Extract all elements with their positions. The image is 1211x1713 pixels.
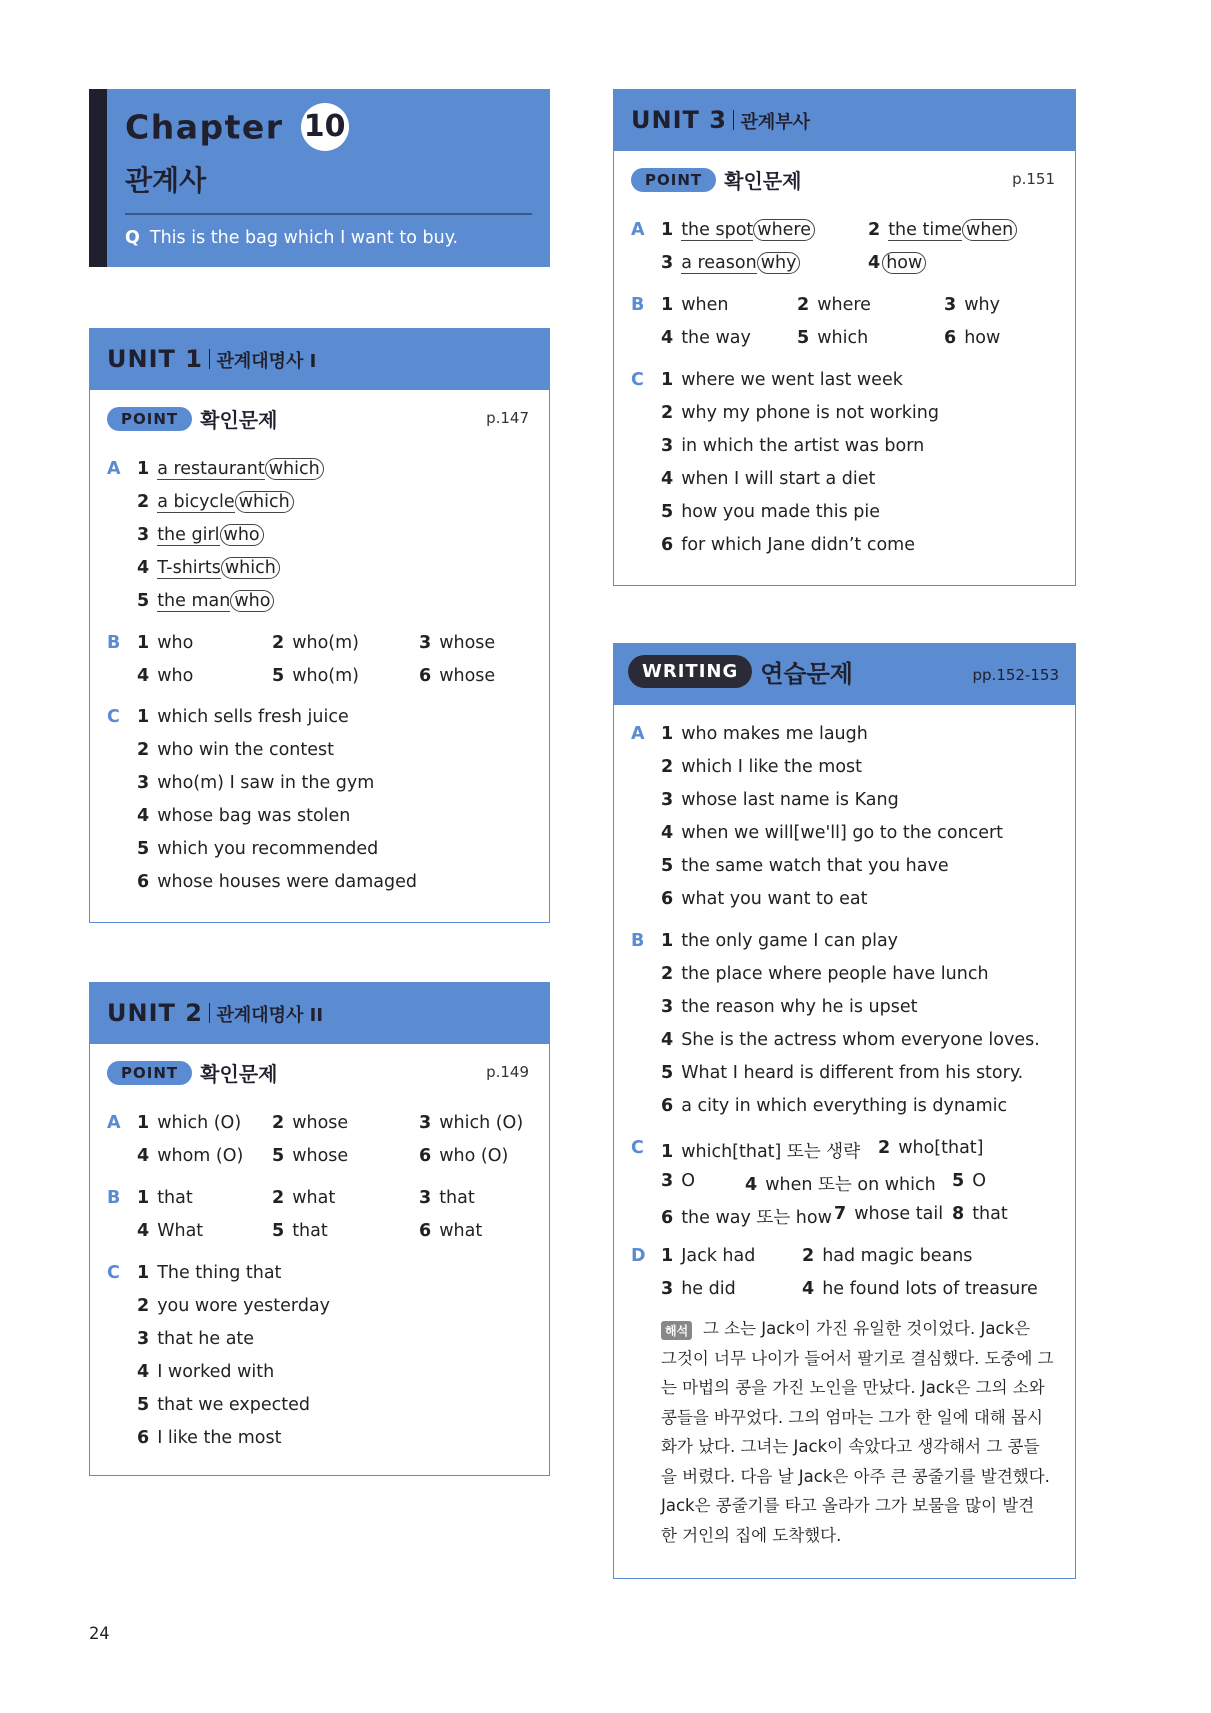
answer-line: 3 the girl who xyxy=(137,525,264,545)
answer-item: 1 that xyxy=(137,1188,193,1208)
answer-line: 3 who(m) I saw in the gym xyxy=(137,773,375,793)
writing-box xyxy=(613,643,1076,1579)
unit1-subtitle: 관계대명사 I xyxy=(216,351,317,372)
chapter-subtitle: 관계사 xyxy=(125,164,207,197)
answer-line: 6 I like the most xyxy=(137,1428,282,1448)
answer-line: 5 that we expected xyxy=(137,1395,310,1415)
divider-bar xyxy=(209,349,211,369)
answer-item: 6 what xyxy=(419,1221,483,1241)
answer-line: 5 What I heard is different from his story. xyxy=(661,1063,1024,1083)
chapter-header xyxy=(89,89,550,267)
answer-item: 1 which (O) xyxy=(137,1113,242,1133)
section-label-b: B xyxy=(631,295,645,315)
answer-line: 2 the place where people have lunch xyxy=(661,964,989,984)
answer-item: 5 who(m) xyxy=(272,666,360,686)
point-label: 확인문제 xyxy=(724,169,802,193)
q-icon: Q xyxy=(125,228,140,248)
answer-item: 6 how xyxy=(944,328,1001,348)
answer-item: 3 O xyxy=(661,1171,695,1191)
chapter-side-bar xyxy=(89,89,107,267)
answer-line: 2 you wore yesterday xyxy=(137,1296,331,1316)
answer-line: 4 I worked with xyxy=(137,1362,275,1382)
unit2-box xyxy=(89,982,550,1476)
answer-line: 3 the reason why he is upset xyxy=(661,997,918,1017)
answer-item: 2 who(m) xyxy=(272,633,360,653)
section-label-c: C xyxy=(107,707,120,727)
answer-line: 5 how you made this pie xyxy=(661,502,881,522)
translation-text: 그 소는 Jack이 가진 유일한 것이었다. Jack은 그것이 너무 나이가 들어서 팔기로 결심했다. 도중에 그 는 마법의 콩을 가진 노인을 만났다. Jack은 그의 소와 콩들을 바꾸었다. 그의 엄마는 그가 한 일에 대해 몹시 화가 났다. 그녀는 Jack이 속았다고 생각해서 그 콩들 을 버렸다. 다음 날 Jack은 아주 큰 콩줄기를 발견했다. Jack은 콩줄기를 타고 올라가 그가 보물을 많이 발견 한 거인의 집에 도착했다. xyxy=(661,1319,1054,1545)
writing-header xyxy=(614,644,1075,705)
unit3-box xyxy=(613,89,1076,586)
answer-item: 2 had magic beans xyxy=(802,1246,973,1266)
chapter-example xyxy=(125,228,458,248)
answer-line: 1 where we went last week xyxy=(661,370,903,390)
unit3-title: UNIT 3 xyxy=(631,106,727,134)
answer-item: 5 which xyxy=(797,328,869,348)
point-badge: POINT xyxy=(107,407,192,431)
unit1-point-row xyxy=(107,404,529,434)
unit1-box xyxy=(89,328,550,923)
section-label-a: A xyxy=(631,220,645,240)
writing-heading xyxy=(628,654,853,689)
chapter-number: 10 xyxy=(301,103,349,151)
answer-line: 2 a bicycle which xyxy=(137,492,294,512)
chapter-divider xyxy=(125,213,532,215)
answer-item: 3 which (O) xyxy=(419,1113,524,1133)
page-reference: p.151 xyxy=(1012,170,1055,188)
answer-line: 6 what you want to eat xyxy=(661,889,868,909)
answer-item: 4 the way xyxy=(661,328,751,348)
point-label: 확인문제 xyxy=(200,1062,278,1086)
answer-line: 5 which you recommended xyxy=(137,839,379,859)
answer-item: 2 what xyxy=(272,1188,336,1208)
answer-item: 1 who xyxy=(137,633,194,653)
chapter-label: Chapter xyxy=(125,107,284,147)
answer-item: 2 where xyxy=(797,295,871,315)
unit2-header xyxy=(90,983,549,1044)
section-label-c: C xyxy=(107,1263,120,1283)
chapter-heading xyxy=(125,103,349,151)
answer-line: 5 the man who xyxy=(137,591,274,611)
answer-item: 4 he found lots of treasure xyxy=(802,1279,1038,1299)
answer-item: 1 the spot where xyxy=(661,220,815,240)
section-label-d: D xyxy=(631,1246,646,1266)
answer-item: 7 whose tail xyxy=(834,1204,944,1224)
answer-item: 3 a reason why xyxy=(661,253,800,273)
answer-item: 6 the way 또는 how xyxy=(661,1208,832,1228)
section-label-b: B xyxy=(107,633,121,653)
page-number: 24 xyxy=(89,1624,110,1644)
unit2-point-row xyxy=(107,1058,529,1088)
answer-item: 8 that xyxy=(952,1204,1008,1224)
answer-line: 1 which sells fresh juice xyxy=(137,707,349,727)
page-reference: p.149 xyxy=(486,1063,529,1081)
page-reference: p.147 xyxy=(486,409,529,427)
answer-line: 3 whose last name is Kang xyxy=(661,790,899,810)
answer-item: 4 who xyxy=(137,666,194,686)
unit1-header xyxy=(90,329,549,390)
section-label-a: A xyxy=(107,459,121,479)
unit3-point-row xyxy=(631,165,1055,195)
answer-line: 2 which I like the most xyxy=(661,757,863,777)
answer-item: 2 the time when xyxy=(868,220,1017,240)
unit1-title: UNIT 1 xyxy=(107,345,203,373)
divider-bar xyxy=(733,110,735,130)
section-label-c: C xyxy=(631,1138,644,1158)
unit1-title-wrap xyxy=(107,345,316,373)
section-label-b: B xyxy=(107,1188,121,1208)
answer-item: 3 he did xyxy=(661,1279,736,1299)
answer-line: 2 why my phone is not working xyxy=(661,403,939,423)
writing-badge: WRITING xyxy=(628,655,752,688)
writing-label: 연습문제 xyxy=(760,660,853,688)
answer-line: 6 a city in which everything is dynamic xyxy=(661,1096,1008,1116)
answer-line: 4 She is the actress whom everyone loves. xyxy=(661,1030,1040,1050)
chapter-example-text: This is the bag which I want to buy. xyxy=(149,228,459,248)
answer-item: 4 how xyxy=(868,253,926,273)
answer-line: 3 in which the artist was born xyxy=(661,436,925,456)
section-label-c: C xyxy=(631,370,644,390)
answer-line: 2 who win the contest xyxy=(137,740,334,760)
page-reference: pp.152-153 xyxy=(972,666,1059,684)
answer-item: 1 when xyxy=(661,295,729,315)
unit2-subtitle: 관계대명사 II xyxy=(216,1005,324,1026)
answer-item: 1 which[that] 또는 생략 xyxy=(661,1142,861,1162)
answer-line: 6 for which Jane didn’t come xyxy=(661,535,915,555)
answer-item: 1 Jack had xyxy=(661,1246,756,1266)
point-label: 확인문제 xyxy=(200,408,278,432)
unit2-title-wrap xyxy=(107,999,323,1027)
unit3-subtitle: 관계부사 xyxy=(740,112,810,133)
answer-line: 1 a restaurant which xyxy=(137,459,324,479)
answer-item: 6 who (O) xyxy=(419,1146,509,1166)
answer-item: 4 when 또는 on which xyxy=(745,1175,936,1195)
divider-bar xyxy=(209,1003,211,1023)
answer-line: 4 whose bag was stolen xyxy=(137,806,351,826)
unit2-title: UNIT 2 xyxy=(107,999,203,1027)
answer-item: 4 whom (O) xyxy=(137,1146,244,1166)
translation-tag: 해석 xyxy=(661,1321,692,1340)
answer-item: 3 why xyxy=(944,295,1000,315)
answer-line: 4 when I will start a diet xyxy=(661,469,876,489)
point-badge: POINT xyxy=(107,1061,192,1085)
answer-line: 1 who makes me laugh xyxy=(661,724,868,744)
answer-line: 3 that he ate xyxy=(137,1329,255,1349)
answer-item: 2 whose xyxy=(272,1113,349,1133)
answer-item: 2 who[that] xyxy=(878,1138,984,1158)
answer-item: 4 What xyxy=(137,1221,204,1241)
answer-item: 6 whose xyxy=(419,666,496,686)
answer-line: 6 whose houses were damaged xyxy=(137,872,418,892)
unit3-title-wrap xyxy=(631,106,810,134)
section-label-b: B xyxy=(631,931,645,951)
answer-line: 1 the only game I can play xyxy=(661,931,899,951)
point-badge: POINT xyxy=(631,168,716,192)
answer-line: 4 T-shirts which xyxy=(137,558,280,578)
answer-item: 3 whose xyxy=(419,633,496,653)
answer-line: 1 The thing that xyxy=(137,1263,282,1283)
answer-line: 5 the same watch that you have xyxy=(661,856,949,876)
answer-item: 5 that xyxy=(272,1221,328,1241)
section-label-a: A xyxy=(107,1113,121,1133)
answer-item: 5 whose xyxy=(272,1146,349,1166)
answer-item: 3 that xyxy=(419,1188,475,1208)
answer-line: 4 when we will[we'll] go to the concert xyxy=(661,823,1004,843)
unit3-header xyxy=(614,90,1075,151)
answer-item: 5 O xyxy=(952,1171,986,1191)
section-label-a: A xyxy=(631,724,645,744)
